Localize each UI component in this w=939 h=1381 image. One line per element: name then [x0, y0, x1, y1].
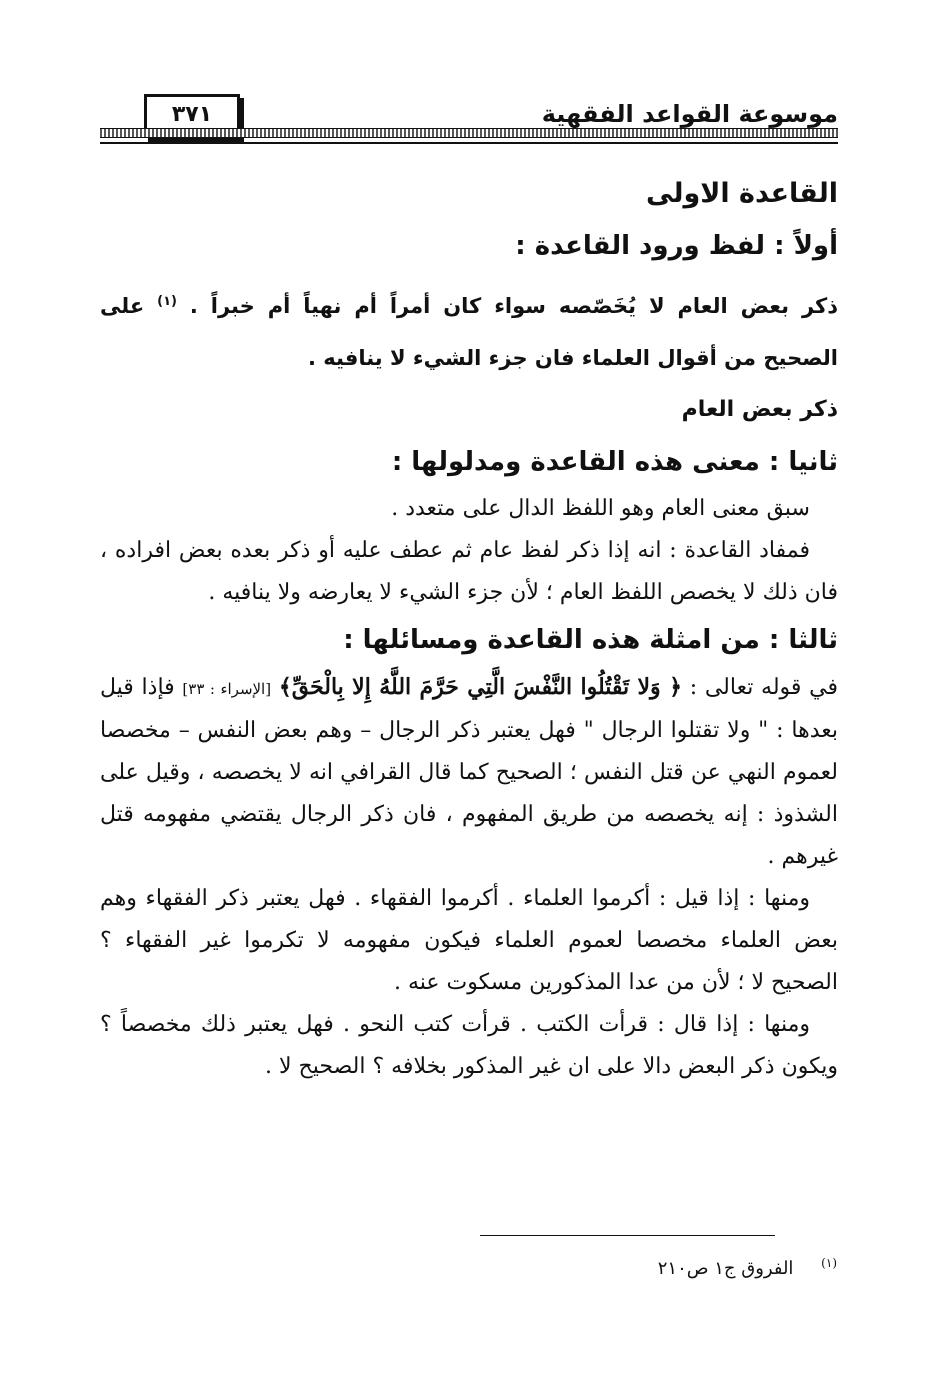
page-content — [100, 168, 838, 1088]
example-2: ومنها : إذا قيل : أكرموا العلماء . أكرموا الفقهاء . فهل يعتبر ذكر الفقهاء وهم بعض العلماء مخصصا لعموم العلماء فيكون مفهومه لا تكرموا غير الفقهاء ؟ الصحيح لا ؛ لأن من عدا المذكورين مسكوت عنه . — [100, 886, 838, 995]
footnote — [658, 1256, 837, 1279]
section2-paragraph-1: سبق معنى العام وهو اللفظ الدال على متعدد . — [391, 496, 810, 521]
quran-verse: ﴿ وَلا تَقْتُلُوا النَّفْسَ الَّتِي حَرَّمَ اللَّهُ إِلا بِالْحَقِّ﴾ — [278, 674, 682, 700]
section2-paragraph-2: فمفاد القاعدة : انه إذا ذكر لفظ عام ثم عطف عليه أو ذكر بعده بعض افراده ، فان ذلك لا يخصص اللفظ العام ؛ لأن جزء الشيء لا يعارضه ولا ينافيه . — [100, 538, 838, 605]
example-3: ومنها : إذا قال : قرأت الكتب . قرأت كتب النحو . فهل يعتبر ذلك مخصصاً ؟ ويكون ذكر البعض دالا على ان غير المذكور بخلافه ؟ الصحيح لا . — [100, 1012, 838, 1079]
footnote-text: الفروق ج١ ص٢١٠ — [657, 1258, 794, 1279]
section2-heading: ثانيا : معنى هذه القاعدة ومدلولها : — [391, 447, 838, 477]
rule-title: القاعدة الاولى — [646, 178, 838, 209]
rule-text: ذكر بعض العام لا يُخَصّصه سواء كان أمراً أم نهياً أم خبراً . — [189, 294, 839, 318]
rule-statement — [100, 276, 838, 384]
example-1-text: فإذا قيل بعدها : " ولا تقتلوا الرجال " فهل يعتبر ذكر الرجال – وهم بعض النفس – مخصصا لعموم النهي عن قتل النفس ؛ الصحيح كما قال القرافي انه لا يخصصه ، وقيل على الشذوذ : إنه يخصصه من طريق المفهوم ، فان ذكر الرجال يقتضي مفهومه قتل غيرهم . — [100, 675, 838, 869]
example-1-intro: في قوله تعالى : — [689, 675, 838, 700]
footnote-reference: (١) — [157, 294, 177, 309]
section3-heading: ثالثا : من امثلة هذه القاعدة ومسائلها : — [343, 625, 838, 655]
header-rule — [100, 142, 838, 144]
header-hatched-rule — [100, 128, 838, 138]
rule-text-after: على الصحيح من أقوال العلماء فان جزء الشيء لا ينافيه . — [100, 294, 838, 370]
footnote-mark: (١) — [821, 1256, 837, 1270]
section1-heading: أولاً : لفظ ورود القاعدة : — [515, 231, 838, 261]
rule-short-form: ذكر بعض العام — [681, 397, 838, 422]
footnote-separator — [480, 1235, 775, 1236]
page-number: ٣٧١ — [144, 94, 240, 138]
book-title: موسوعة القواعد الفقهية — [541, 100, 838, 128]
page-header — [100, 90, 838, 152]
verse-reference: [الإسراء : ٣٣] — [182, 680, 272, 698]
example-1 — [100, 666, 838, 878]
